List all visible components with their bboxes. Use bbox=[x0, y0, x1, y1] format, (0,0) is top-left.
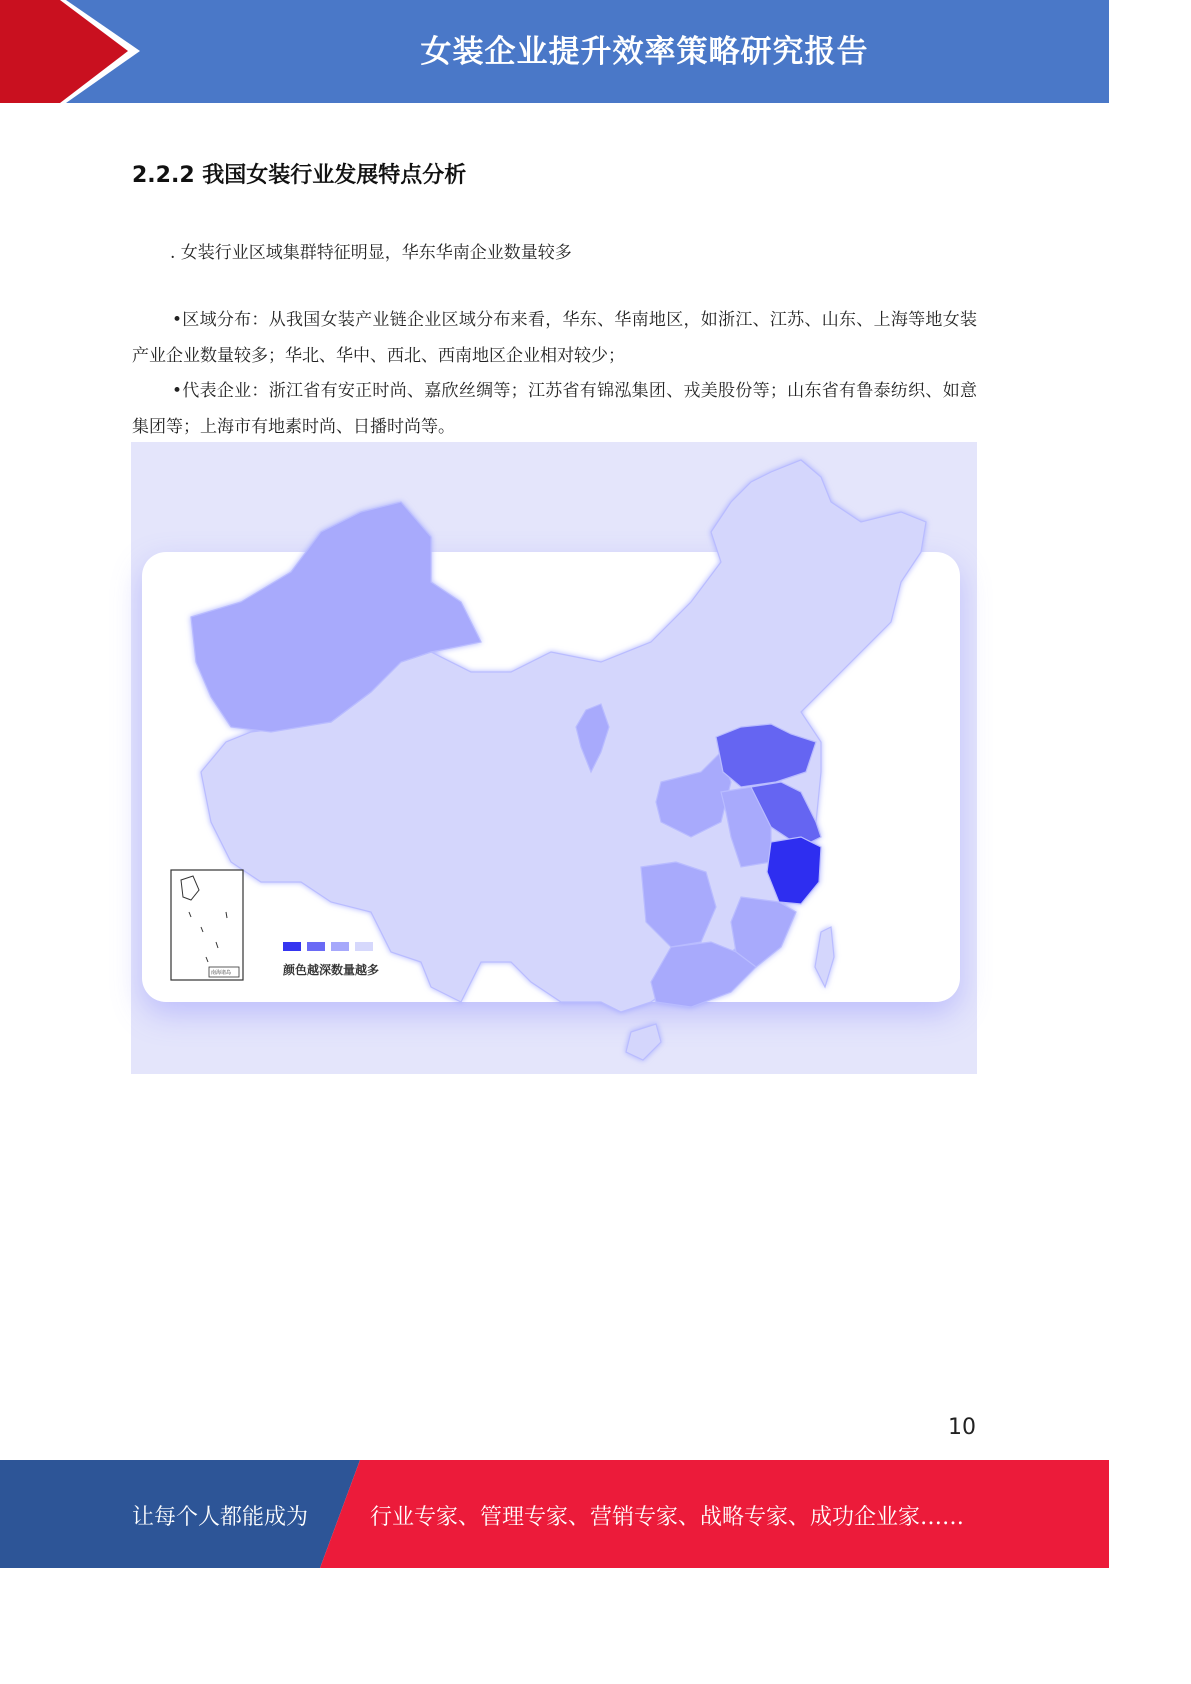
paragraph-region-distribution: •区域分布：从我国女装产业链企业区域分布来看，华东、华南地区，如浙江、江苏、山东、上海等地女装产业企业数量较多；华北、华中、西北、西南地区企业相对较少； bbox=[132, 310, 977, 366]
legend-swatch-light bbox=[331, 942, 349, 951]
legend-swatch-darkest bbox=[283, 942, 301, 951]
footer-slogan-right: 行业专家、管理专家、营销专家、战略专家、成功企业家…… bbox=[370, 1505, 965, 1530]
header-bar bbox=[0, 0, 1109, 103]
footer-slogan-left: 让每个人都能成为 bbox=[132, 1505, 309, 1530]
legend-swatch-dark bbox=[307, 942, 325, 951]
paragraph-representative-companies: •代表企业：浙江省有安正时尚、嘉欣丝绸等；江苏省有锦泓集团、戎美股份等；山东省有鲁泰纺织、如意集团等；上海市有地素时尚、日播时尚等。 bbox=[132, 381, 977, 437]
china-map-figure bbox=[131, 442, 977, 1074]
section-subheading: . 女装行业区域集群特征明显，华东华南企业数量较多 bbox=[170, 243, 572, 263]
page-number: 10 bbox=[948, 1415, 976, 1440]
map-region-taiwan bbox=[815, 927, 834, 987]
legend-swatches bbox=[283, 942, 379, 951]
map-region-base bbox=[201, 460, 926, 1012]
map-region-hainan bbox=[626, 1024, 661, 1060]
china-map bbox=[131, 442, 977, 1074]
section-heading: 2.2.2 我国女装行业发展特点分析 bbox=[132, 163, 467, 188]
header-red-chevron bbox=[0, 0, 140, 103]
legend-label: 颜色越深数量越多 bbox=[283, 963, 380, 977]
map-legend bbox=[283, 942, 379, 978]
legend-swatch-lightest bbox=[355, 942, 373, 951]
south-sea-islands-inset bbox=[171, 870, 243, 980]
report-title: 女装企业提升效率策略研究报告 bbox=[420, 34, 869, 70]
inset-label: 南海诸岛 bbox=[211, 970, 232, 976]
